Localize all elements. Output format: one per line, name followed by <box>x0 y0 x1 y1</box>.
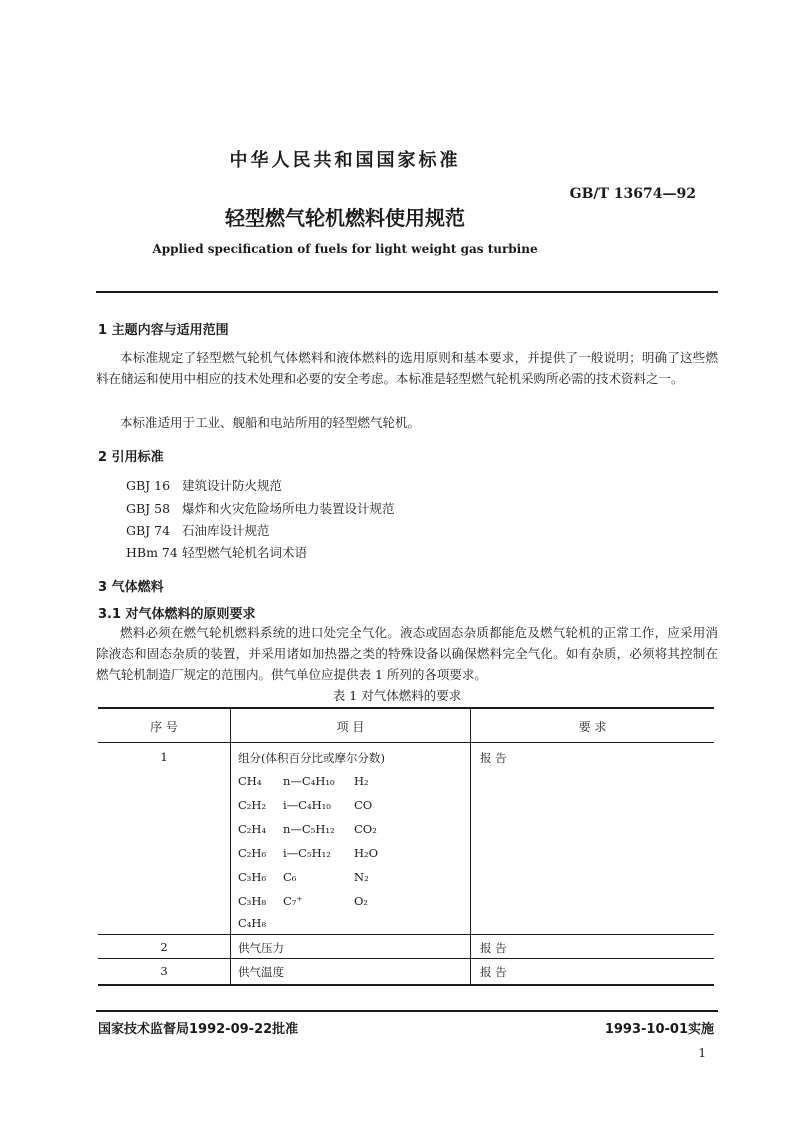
component-formula: C₃H₆ <box>238 870 267 884</box>
component-formula: C₂H₄ <box>238 822 267 836</box>
reference-code: GBJ 58 <box>126 501 171 516</box>
reference-item <box>126 521 270 539</box>
implementation-date: 1993-10-01实施 <box>604 1022 714 1037</box>
table-row-rule <box>98 958 714 959</box>
component-formula: C₄H₈ <box>238 916 267 930</box>
page-number: 1 <box>698 1046 706 1060</box>
component-formula: C₆ <box>283 870 297 884</box>
reference-item <box>126 499 395 517</box>
component-formula: N₂ <box>354 870 369 884</box>
section-3-heading: 3 气体燃料 <box>98 580 164 595</box>
section-1-paragraph-2: 本标准适用于工业、舰船和电站所用的轻型燃气轮机。 <box>120 415 421 430</box>
reference-code: HBm 74 <box>126 545 178 560</box>
component-formula: CO <box>354 798 373 812</box>
english-title: Applied specification of fuels for light weight gas turbine <box>152 242 538 256</box>
component-formula: n—C₄H₁₀ <box>283 774 335 788</box>
row-2-requirement: 报 告 <box>480 941 507 955</box>
table-header-seq: 序 号 <box>150 720 178 734</box>
reference-title: 石油库设计规范 <box>182 523 270 538</box>
section-1-paragraph-1: 本标准规定了轻型燃气轮机气体燃料和液体燃料的选用原则和基本要求，并提供了一般说明；明确了这些燃料在储运和使用中相应的技术处理和必要的安全考虑。本标准是轻型燃气轮机采购所必需的技术资料之一。 <box>96 350 718 386</box>
reference-title: 建筑设计防火规范 <box>182 478 283 493</box>
section-1-heading: 1 主题内容与适用范围 <box>98 323 229 338</box>
component-formula: i—C₅H₁₂ <box>283 846 331 860</box>
component-formula: H₂ <box>354 774 369 788</box>
section-3-1-paragraph: 燃料必须在燃气轮机燃料系统的进口处完全气化。液态或固态杂质都能危及燃气轮机的正常工作，应采用消除液态和固态杂质的装置，并采用诸如加热器之类的特殊设备以确保燃料完全气化。如有杂质，必须将其控制在燃气轮机制造厂规定的范围内。供气单位应提供表 1 所列的各项要求。 <box>96 625 718 682</box>
table-header-item: 项 目 <box>336 720 365 734</box>
row-1-item: 组分(体积百分比或摩尔分数) <box>238 751 385 765</box>
component-formula: C₂H₆ <box>238 846 267 860</box>
standard-number: GB/T 13674—92 <box>569 186 696 202</box>
table-header-requirement: 要 求 <box>578 720 607 734</box>
row-3-item: 供气温度 <box>238 965 284 979</box>
reference-item <box>126 543 307 561</box>
row-3-seq: 3 <box>160 964 168 978</box>
document-title: 轻型燃气轮机燃料使用规范 <box>225 206 465 230</box>
component-formula: C₂H₂ <box>238 798 267 812</box>
section-2-heading: 2 引用标准 <box>98 450 164 465</box>
table-column-divider <box>230 708 231 984</box>
component-formula: CH₄ <box>238 774 262 788</box>
approval-note: 国家技术监督局1992-09-22批准 <box>98 1022 299 1037</box>
table-caption: 表 1 对气体燃料的要求 <box>332 688 462 703</box>
reference-title: 爆炸和火灾危险场所电力装置设计规范 <box>182 501 395 516</box>
row-2-seq: 2 <box>160 940 168 954</box>
row-3-requirement: 报 告 <box>480 965 507 979</box>
row-1-seq: 1 <box>160 750 168 764</box>
component-formula: CO₂ <box>354 822 377 836</box>
section-3-1-heading: 3.1 对气体燃料的原则要求 <box>98 607 256 622</box>
row-2-item: 供气压力 <box>238 941 284 955</box>
row-1-requirement: 报 告 <box>480 751 507 765</box>
table-row-rule <box>98 934 714 935</box>
reference-code: GBJ 16 <box>126 478 171 493</box>
reference-code: GBJ 74 <box>126 523 171 538</box>
footer-divider <box>96 1010 718 1012</box>
table-column-divider <box>470 708 471 984</box>
table-top-rule <box>98 707 714 709</box>
national-standard-title: 中华人民共和国国家标准 <box>229 150 461 171</box>
header-divider <box>96 291 718 293</box>
table-header-rule <box>98 742 714 743</box>
component-formula: C₇⁺ <box>283 894 303 908</box>
component-formula: H₂O <box>354 846 379 860</box>
component-formula: i—C₄H₁₀ <box>283 798 331 812</box>
component-formula: n—C₅H₁₂ <box>283 822 335 836</box>
component-formula: O₂ <box>354 894 369 908</box>
reference-item <box>126 476 282 494</box>
reference-title: 轻型燃气轮机名词术语 <box>182 545 308 560</box>
component-formula: C₃H₈ <box>238 894 267 908</box>
table-bottom-rule <box>98 984 714 986</box>
